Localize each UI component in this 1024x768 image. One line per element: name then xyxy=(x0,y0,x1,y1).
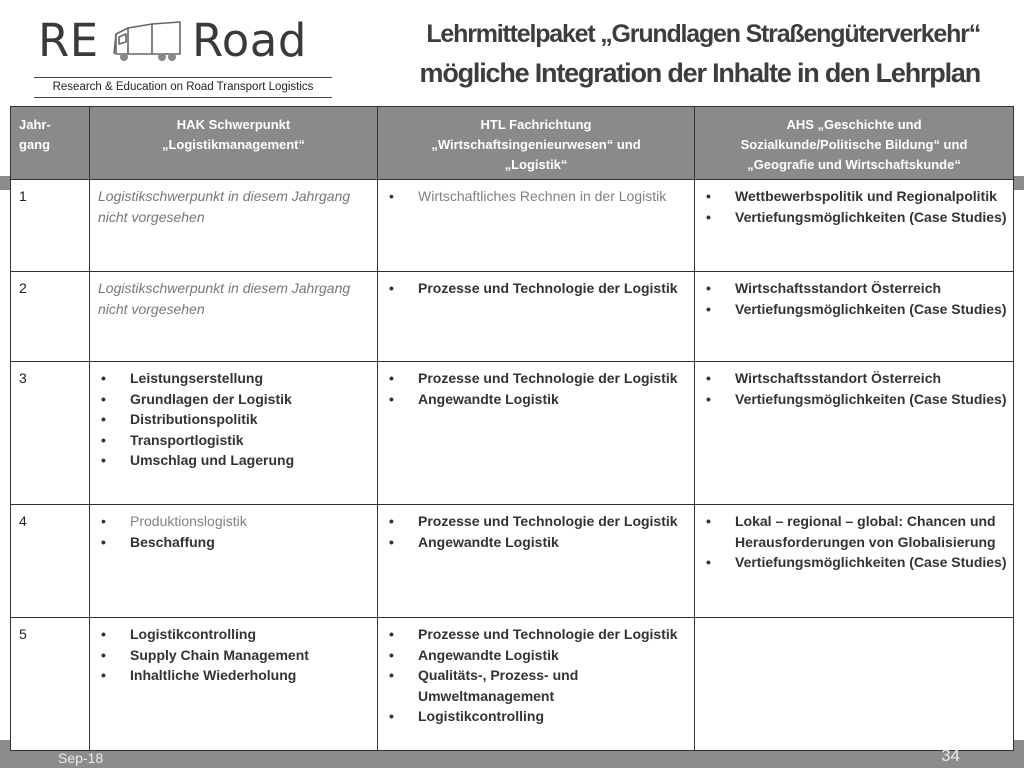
header-text-line: „Geografie und Wirtschaftskunde“ xyxy=(747,157,961,172)
hak-cell xyxy=(90,180,378,272)
re-road-logo xyxy=(34,14,332,100)
list-item: • Grundlagen der Logistik xyxy=(98,389,371,410)
ahs-cell xyxy=(695,272,1014,362)
header-htl xyxy=(378,107,695,180)
htl-list xyxy=(386,624,688,727)
htl-list xyxy=(386,186,688,207)
page-number: 34 xyxy=(941,746,960,765)
list-item: • Vertiefungsmöglichkeiten (Case Studies) xyxy=(703,207,1007,228)
list-item: • Angewandte Logistik xyxy=(386,532,688,553)
hak-note: Logistikschwerpunkt in diesem Jahrgang nicht vorgesehen xyxy=(98,280,351,317)
list-item: • Wirtschaftsstandort Österreich xyxy=(703,278,1007,299)
hak-cell xyxy=(90,362,378,505)
list-item: • Wirtschaftliches Rechnen in der Logistik xyxy=(386,186,688,207)
ahs-cell xyxy=(695,618,1014,751)
ahs-cell xyxy=(695,362,1014,505)
list-item: • Wirtschaftsstandort Österreich xyxy=(703,368,1007,389)
header-text-line: „Logistik“ xyxy=(504,157,568,172)
slide-title-line-1: Lehrmittelpaket „Grundlagen Straßengüterverkehr“ xyxy=(426,20,980,48)
header-text-line: „Logistikmanagement“ xyxy=(161,137,306,152)
list-item: • Prozesse und Technologie der Logistik xyxy=(386,368,688,389)
list-item: • Angewandte Logistik xyxy=(386,645,688,666)
list-item: • Prozesse und Technologie der Logistik xyxy=(386,511,688,532)
ahs-list xyxy=(703,368,1007,409)
htl-list xyxy=(386,278,688,299)
header-ahs xyxy=(695,107,1014,180)
list-item: • Inhaltliche Wiederholung xyxy=(98,665,371,686)
list-item: • Logistikcontrolling xyxy=(386,706,688,727)
ahs-cell xyxy=(695,505,1014,618)
table-row xyxy=(11,505,1014,618)
table-row xyxy=(11,618,1014,751)
jahrgang-cell: 5 xyxy=(11,618,90,751)
jahrgang-cell: 2 xyxy=(11,272,90,362)
header-text-line: AHS „Geschichte und xyxy=(786,117,922,132)
hak-note: Logistikschwerpunkt in diesem Jahrgang nicht vorgesehen xyxy=(98,188,351,225)
table-row xyxy=(11,180,1014,272)
logo-left-word: RE xyxy=(38,14,99,67)
jahrgang-cell: 4 xyxy=(11,505,90,618)
hak-cell xyxy=(90,505,378,618)
truck-icon xyxy=(112,20,184,66)
list-item: • Qualitäts-, Prozess- und Umweltmanagement xyxy=(386,665,688,706)
header-text-line: HTL Fachrichtung xyxy=(480,117,592,132)
jahrgang-cell: 1 xyxy=(11,180,90,272)
hak-list xyxy=(98,624,371,686)
htl-list xyxy=(386,511,688,552)
slide-title-line-2: mögliche Integration der Inhalte in den Lehrplan xyxy=(419,58,980,88)
hak-list xyxy=(98,511,371,552)
ahs-list xyxy=(703,186,1007,227)
list-item: • Distributionspolitik xyxy=(98,409,371,430)
ahs-list xyxy=(703,278,1007,319)
logo-rule-top xyxy=(34,77,332,78)
header-text-line: gang xyxy=(19,137,51,152)
list-item: • Umschlag und Lagerung xyxy=(98,450,371,471)
header-jahrgang xyxy=(11,107,90,180)
table-row xyxy=(11,362,1014,505)
list-item: • Vertiefungsmöglichkeiten (Case Studies) xyxy=(703,299,1007,320)
header-text-line: Jahr- xyxy=(19,117,51,132)
logo-rule-bottom xyxy=(34,97,332,98)
list-item: • Wettbewerbspolitik und Regionalpolitik xyxy=(703,186,1007,207)
list-item: • Leistungserstellung xyxy=(98,368,371,389)
logo-tagline: Research & Education on Road Transport Logistics xyxy=(52,81,314,93)
table-header-row xyxy=(11,107,1014,180)
list-item: • Vertiefungsmöglichkeiten (Case Studies) xyxy=(703,552,1007,573)
jahrgang-cell: 3 xyxy=(11,362,90,505)
curriculum-table xyxy=(10,106,1014,751)
htl-cell xyxy=(378,505,695,618)
htl-list xyxy=(386,368,688,409)
header-hak xyxy=(90,107,378,180)
hak-cell xyxy=(90,618,378,751)
htl-cell xyxy=(378,362,695,505)
hak-list xyxy=(98,368,371,471)
htl-cell xyxy=(378,272,695,362)
ahs-list xyxy=(703,511,1007,573)
ahs-cell xyxy=(695,180,1014,272)
htl-cell xyxy=(378,180,695,272)
logo-right-word: Road xyxy=(192,14,307,67)
list-item: • Supply Chain Management xyxy=(98,645,371,666)
list-item: • Prozesse und Technologie der Logistik xyxy=(386,624,688,645)
header-text-line: HAK Schwerpunkt xyxy=(176,117,291,132)
hak-cell xyxy=(90,272,378,362)
list-item: • Lokal – regional – global: Chancen und Herausforderungen von Globalisierung xyxy=(703,511,1007,552)
list-item: • Logistikcontrolling xyxy=(98,624,371,645)
header-text-line: Sozialkunde/Politische Bildung“ und xyxy=(740,137,968,152)
list-item: • Vertiefungsmöglichkeiten (Case Studies) xyxy=(703,389,1007,410)
list-item: • Angewandte Logistik xyxy=(386,389,688,410)
htl-cell xyxy=(378,618,695,751)
footer-date: Sep-18 xyxy=(58,750,104,766)
header-text-line: „Wirtschaftsingenieurwesen“ und xyxy=(431,137,641,152)
list-item: • Produktionslogistik xyxy=(98,511,371,532)
list-item: • Beschaffung xyxy=(98,532,371,553)
list-item: • Transportlogistik xyxy=(98,430,371,451)
table-row xyxy=(11,272,1014,362)
list-item: • Prozesse und Technologie der Logistik xyxy=(386,278,688,299)
